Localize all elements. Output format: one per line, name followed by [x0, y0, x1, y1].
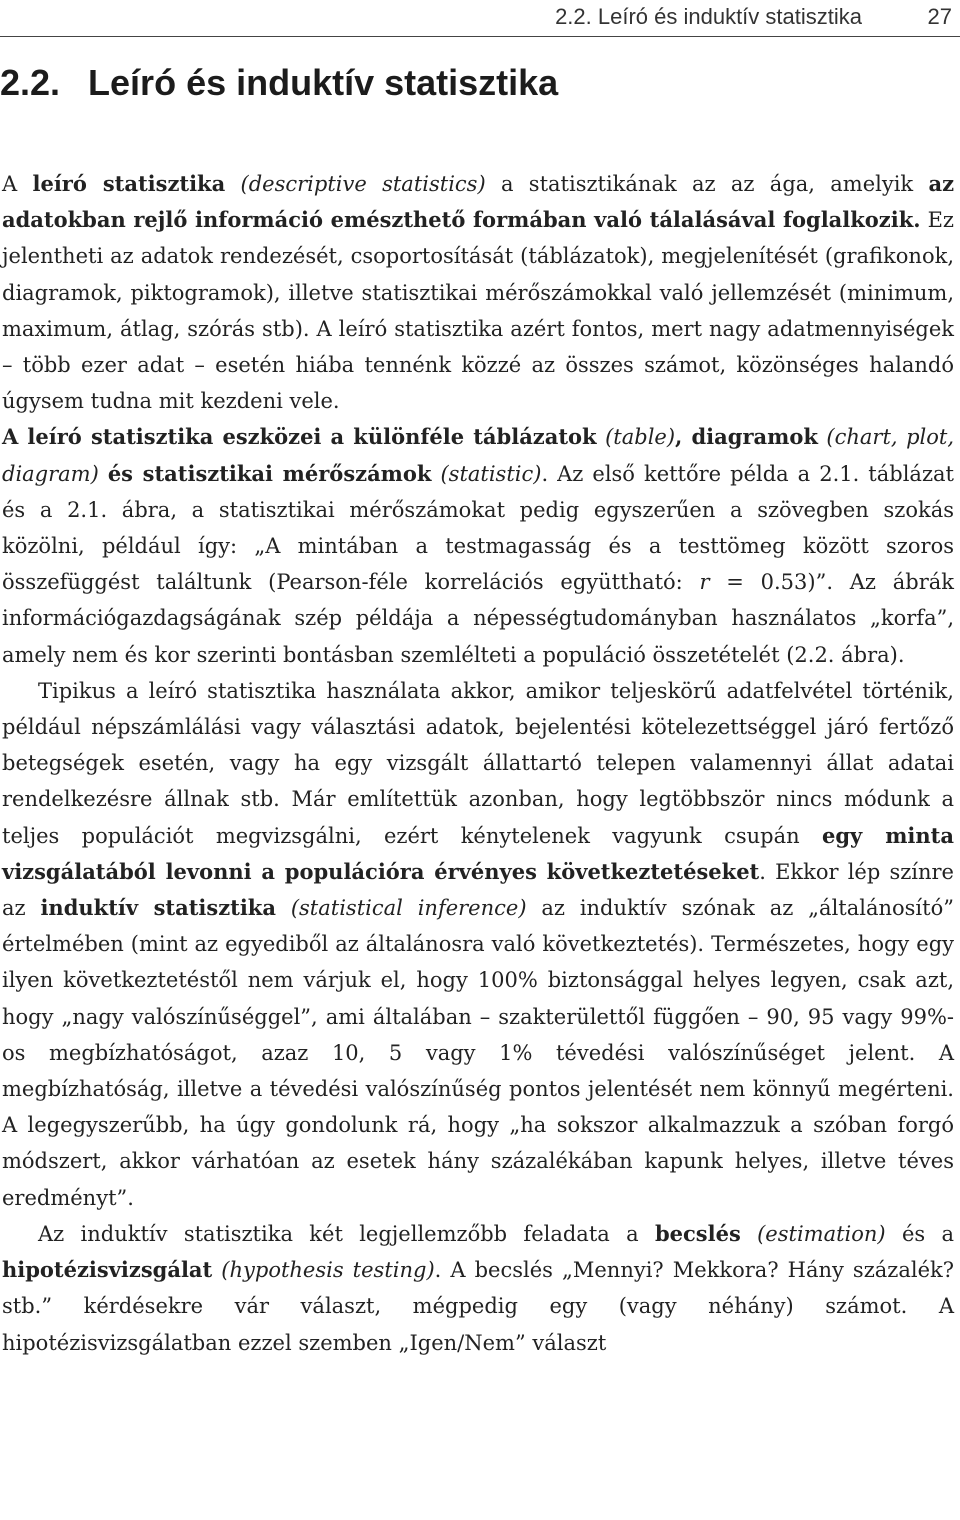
section-heading	[0, 62, 558, 104]
emphasis-phrase: , diagramok	[675, 424, 818, 450]
term-estimation: becslés	[654, 1220, 741, 1246]
term-hypothesis-testing: hipotézisvizsgálat	[2, 1257, 213, 1283]
paragraph-tools	[2, 419, 954, 672]
text-run: Ez jelentheti az adatok rendezését, csoportosítását (táblázatok), megjelenítését (grafikonok, diagramok, piktogramok), illetve statisztikai mérőszámokkal való jellemzését (minimum, maximum, átlag, szórás stb). A leíró statisztika azért fontos, mert nagy adatmennyiségek – több ezer adat – esetén hiába tennénk közzé az összes számot, közönséges halandó úgysem tudna mit kezdeni vele.	[2, 208, 954, 414]
emphasis-phrase: A leíró statisztika eszközei a különféle táblázatok	[2, 424, 597, 450]
running-header	[0, 0, 960, 40]
text-run: a statisztikának az az ága, amelyik	[485, 172, 929, 196]
emphasis-phrase: és statisztikai mérőszámok	[107, 460, 432, 486]
english-term: (statistical inference)	[290, 896, 527, 921]
text-run: és a	[885, 1221, 954, 1246]
text-run: A	[2, 172, 33, 196]
paragraph-tasks	[2, 1216, 954, 1361]
section-title: Leíró és induktív statisztika	[88, 62, 559, 103]
body-text	[2, 166, 954, 1361]
running-title: 2.2. Leíró és induktív statisztika	[555, 4, 862, 29]
text-run	[99, 462, 108, 486]
paragraph-descriptive-statistics	[2, 166, 954, 419]
math-variable: r	[699, 570, 710, 595]
text-run: . Az első kettőre példa a 2.1. táblázat és a 2.1. ábra, a statisztikai mérőszámokat pedig egyszerűen a szövegben szokás közölni, például így: „A mintában a testmagasság és a testtömeg között szoros összefüggést találtunk (Pearson-féle korrelációs együttható:	[2, 461, 954, 595]
text-run: . A becslés „Mennyi? Mekkora? Hány százalék? stb.” kérdésekre vár választ, mégpedig egy (vagy néhány) számot. A hipotézisvizsgálatban ezzel szemben „Igen/Nem” választ	[2, 1258, 954, 1355]
english-term: (table)	[605, 425, 676, 450]
english-term: (chart, plot, diagram)	[2, 425, 954, 486]
paragraph-inductive-statistics	[2, 673, 954, 1216]
text-run	[212, 1258, 221, 1282]
english-term: (statistic)	[440, 461, 542, 486]
emphasis-phrase: egy minta vizsgálatából levonni a populációra érvényes következtetéseket	[2, 822, 954, 884]
page-number: 27	[927, 4, 952, 29]
text-run	[597, 425, 606, 449]
section-number: 2.2.	[0, 62, 61, 103]
term-inductive-statistics: induktív statisztika	[40, 895, 276, 921]
text-run: Tipikus a leíró statisztika használata akkor, amikor teljeskörű adatfelvétel történik, például népszámlálási vagy választási adatok, bejelentési kötelezettséggel járó fertőző betegségek esetén, vagy ha egy vizsgált állattartó telepen valamennyi állat adatai rendelkezésre állnak stb. Már említettük azonban, hogy legtöbbször nincs módunk a teljes populációt megvizsgálni, ezért kénytelenek vagyunk csupán	[2, 678, 954, 848]
text-run	[741, 1222, 757, 1246]
english-term: (hypothesis testing)	[221, 1258, 435, 1283]
text-run	[225, 172, 240, 196]
english-term: (estimation)	[757, 1221, 886, 1246]
text-run: . Ekkor lép színre az	[2, 859, 954, 921]
term-descriptive-statistics: leíró statisztika	[32, 171, 226, 196]
english-term: (descriptive statistics)	[240, 172, 486, 196]
text-run: = 0.53)”. Az ábrák információgazdagságának szép példája a népességtudományban használatos „korfa”, amely nem és kor szerinti bontásban szemlélteti a populáció összetételét (2.2. ábra).	[2, 570, 954, 667]
header-rule	[0, 36, 960, 37]
text-run	[276, 896, 291, 920]
emphasis-phrase: az adatokban rejlő információ emészthető formában való tálalásával foglalkozik.	[2, 171, 955, 233]
text-run: az induktív szónak az „általánosító” értelmében (mint az egyediből az általánosra való következtetés). Természetes, hogy egy ilyen következtetéstől nem várjuk el, hogy 100% biztonsággal helyes legyen, csak azt, hogy „nagy valószínűséggel”, ami általában – szakterülettől függően – 90, 95 vagy 99%-os megbízhatóságot, azaz 10, 5 vagy 1% tévedési valószínűséget jelent. A megbízhatóság, illetve a tévedési valószínűség pontos jelentését nem könnyű megérteni. A legegyszerűbb, ha úgy gondolunk rá, hogy „ha sokszor alkalmazzuk a szóban forgó módszert, akkor várhatóan az esetek hány százalékában kapunk helyes, illetve téves eredményt”.	[2, 896, 954, 1210]
text-run: Az induktív statisztika két legjellemzőbb feladata a	[38, 1221, 655, 1246]
